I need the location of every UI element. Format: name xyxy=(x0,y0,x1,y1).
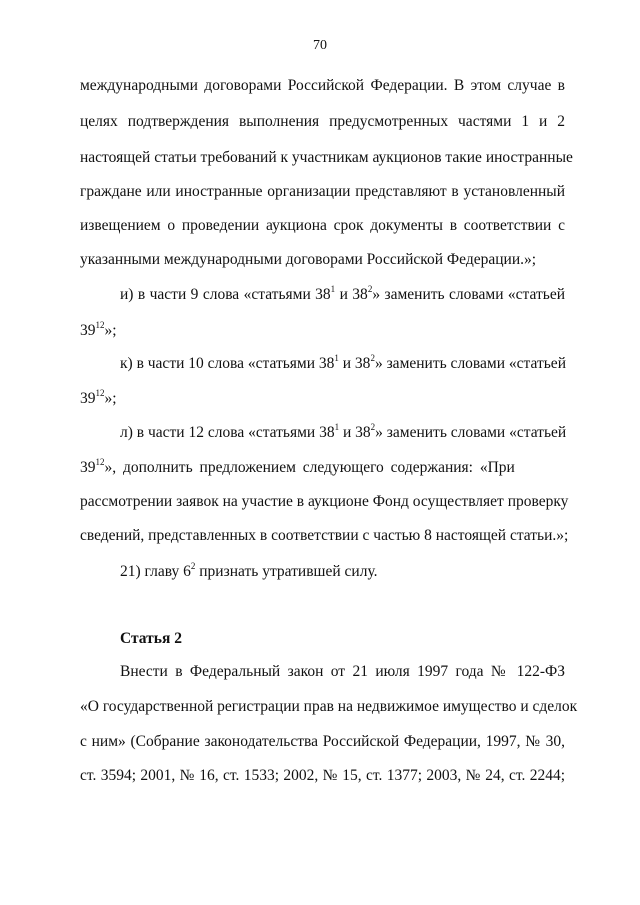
paragraph-line: настоящей статьи требований к участникам аукционов такие иностранные xyxy=(80,149,573,166)
paragraph-line: целях подтверждения выполнения предусмотренных частями 1 и 2 xyxy=(80,113,565,130)
item-l-line-2: $39^{12}$», дополнить предложением следующего содержания: «При xyxy=(80,457,515,476)
item-i-line: и) в части 9 слова «статьями $38^1$ и $38^2$» заменить словами «статьей xyxy=(120,284,565,303)
item-21-line: 21) главу $6^2$ признать утратившей силу. xyxy=(120,561,378,580)
paragraph-line: граждане или иностранные организации представляют в установленный xyxy=(80,183,565,200)
paragraph-line: указанными международными договорами Российской Федерации.»; xyxy=(80,251,537,268)
item-l-line-3: рассмотрении заявок на участие в аукционе Фонд осуществляет проверку xyxy=(80,493,569,510)
page-number: 70 xyxy=(313,38,327,53)
article-line: Внести в Федеральный закон от 21 июля 1997 года № 122-ФЗ xyxy=(120,663,565,680)
article-line: с ним» (Собрание законодательства Российской Федерации, 1997, № 30, xyxy=(80,733,565,750)
item-l-line: л) в части 12 слова «статьями $38^1$ и $38^2$» заменить словами «статьей xyxy=(120,422,567,441)
item-i-continuation: $39^{12}$»; xyxy=(80,320,117,339)
paragraph-line: извещением о проведении аукциона срок документы в соответствии с xyxy=(80,217,565,234)
item-l-line-4: сведений, представленных в соответствии с частью 8 настоящей статьи.»; xyxy=(80,527,569,544)
article-line: ст. 3594; 2001, № 16, ст. 1533; 2002, № 15, ст. 1377; 2003, № 24, ст. 2244; xyxy=(80,767,565,784)
item-k-continuation: $39^{12}$»; xyxy=(80,388,117,407)
item-k-line: к) в части 10 слова «статьями $38^1$ и $38^2$» заменить словами «статьей xyxy=(120,353,566,372)
paragraph-line: международными договорами Российской Федерации. В этом случае в xyxy=(80,77,565,94)
article-heading: Статья 2 xyxy=(120,630,182,647)
article-line: «О государственной регистрации прав на недвижимое имущество и сделок xyxy=(80,698,578,715)
